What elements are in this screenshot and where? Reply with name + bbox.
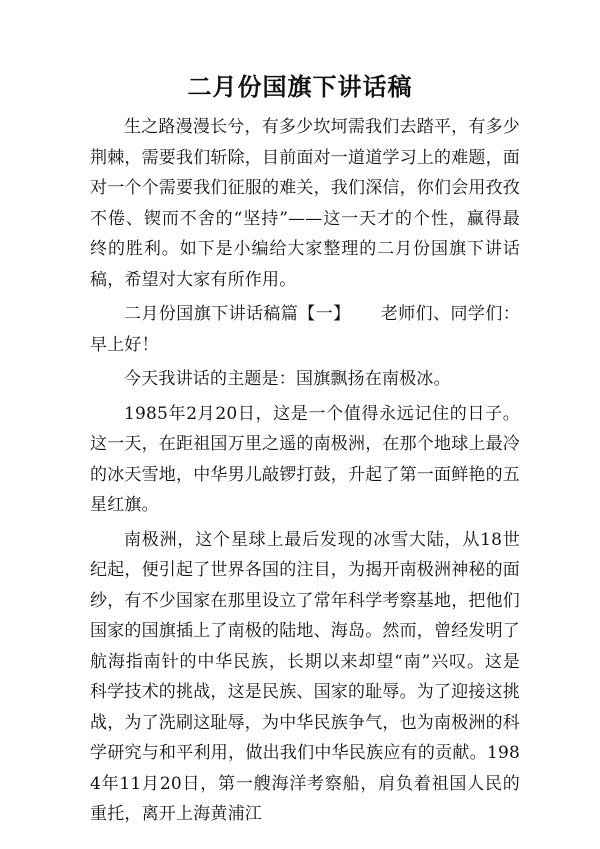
section-heading: 二月份国旗下讲话稿篇【一】 — [124, 304, 351, 324]
document-body — [90, 112, 520, 830]
date-paragraph: 1985年2月20日，这是一个值得永远记住的日子。这一天，在距祖国万里之遥的南极洲，在那个地球上最冷的冰天雪地，中华男儿敲锣打鼓，升起了第一面鲜艳的五星红旗。 — [90, 403, 520, 515]
greeting: 老师们、同学们：早上好！ — [90, 304, 520, 355]
intro-paragraph: 生之路漫漫长兮，有多少坎坷需我们去踏平，有多少荆棘，需要我们斩除，目前面对一道道学习上的难题，面对一个个需要我们征服的难关，我们深信，你们会用孜孜不倦、锲而不舍的“坚持”——这一天才的个性，赢得最终的胜利。如下是小编给大家整理的二月份国旗下讲话稿，希望对大家有所作用。 — [90, 117, 520, 290]
section-heading-paragraph — [90, 299, 520, 360]
topic-paragraph: 今天我讲话的主题是：国旗飘扬在南极冰。 — [124, 369, 451, 389]
antarctica-paragraph: 南极洲，这个星球上最后发现的冰雪大陆，从18世纪起，便引起了世界各国的注目，为揭开南极洲神秘的面纱，有不少国家在那里设立了常年科学考察基地，把他们国家的国旗插上了南极的陆地、海岛。然而，曾经发明了航海指南针的中华民族，长期以来却望“南”兴叹。这是科学技术的挑战，这是民族、国家的耻辱。为了迎接这挑战，为了洗刷这耻辱，为中华民族争气，也为南极洲的科学研究与和平利用，做出我们中华民族应有的贡献。1984年11月20日，第一艘海洋考察船，肩负着祖国人民的重托，离开上海黄浦江 — [90, 529, 520, 824]
document-title: 二月份国旗下讲话稿 — [187, 72, 413, 101]
